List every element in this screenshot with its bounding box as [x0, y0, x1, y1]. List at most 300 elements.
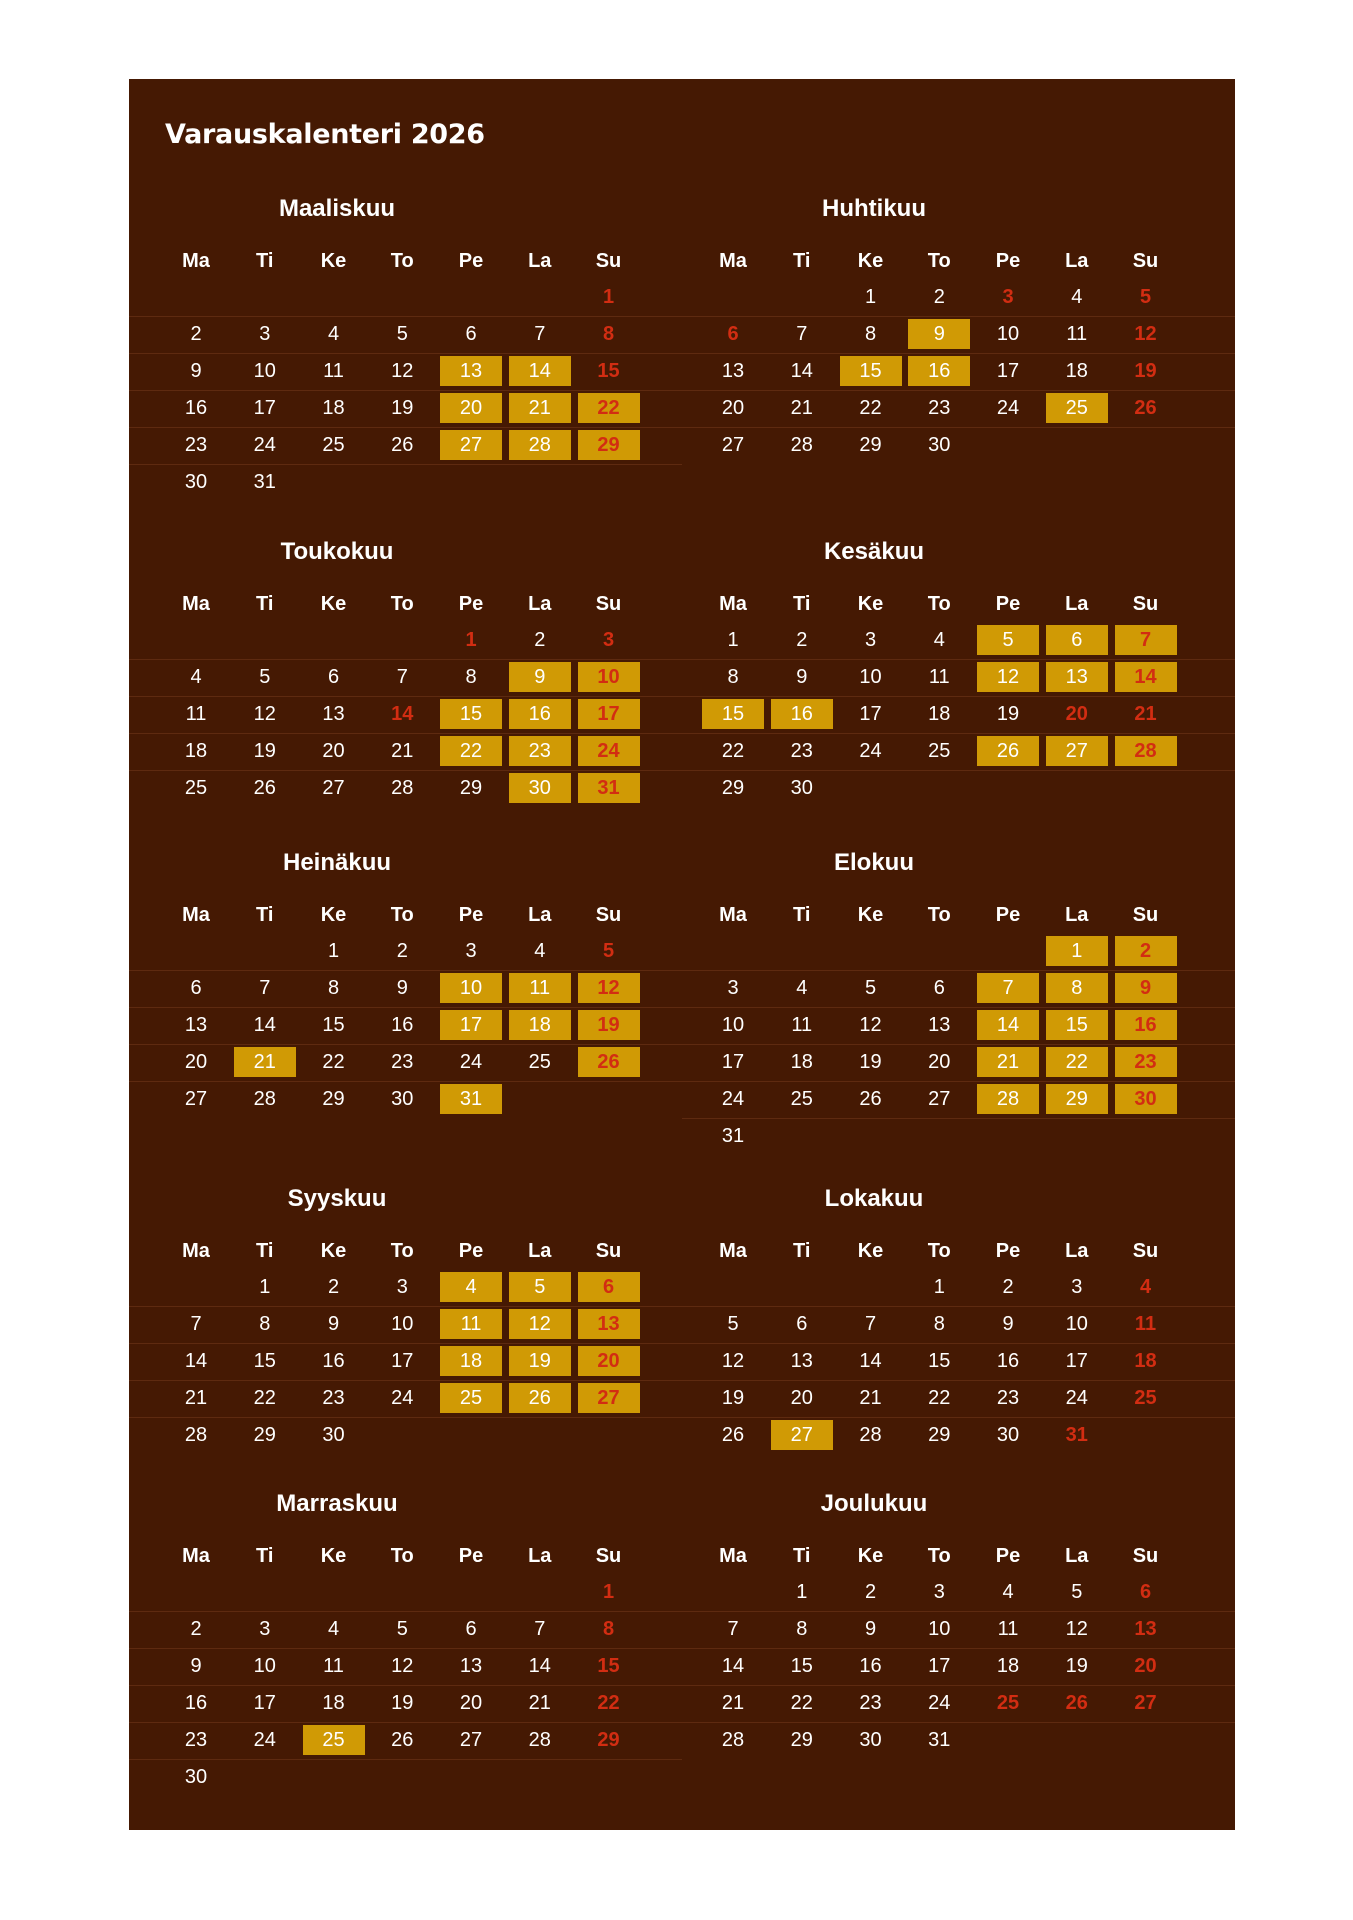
- day-cell[interactable]: 17: [440, 1010, 502, 1040]
- day-cell[interactable]: 4: [796, 977, 808, 999]
- day-cell[interactable]: 28: [721, 1729, 745, 1751]
- day-cell[interactable]: 26: [253, 777, 276, 799]
- day-cell[interactable]: 29: [928, 1424, 951, 1446]
- day-cell[interactable]: 14: [977, 1010, 1039, 1040]
- day-cell[interactable]: 28: [184, 1424, 208, 1446]
- day-cell[interactable]: 6: [465, 1618, 477, 1640]
- day-cell[interactable]: 5: [259, 666, 271, 688]
- day-cell[interactable]: 8: [727, 666, 739, 688]
- day-cell[interactable]: 28: [1115, 736, 1177, 766]
- day-cell[interactable]: 2: [534, 629, 546, 651]
- day-cell[interactable]: 30: [391, 1088, 414, 1110]
- day-cell[interactable]: 16: [1115, 1010, 1177, 1040]
- day-cell[interactable]: 12: [391, 360, 414, 382]
- day-cell[interactable]: 8: [933, 1313, 945, 1335]
- day-cell[interactable]: 24: [578, 736, 640, 766]
- day-cell[interactable]: 14: [859, 1350, 882, 1372]
- day-cell[interactable]: 6: [190, 977, 202, 999]
- day-cell[interactable]: 2: [190, 323, 202, 345]
- day-cell[interactable]: 21: [721, 1692, 745, 1714]
- day-cell[interactable]: 10: [578, 662, 640, 692]
- day-cell[interactable]: 15: [322, 1014, 345, 1036]
- day-cell[interactable]: 30: [996, 1424, 1020, 1446]
- day-cell[interactable]: 13: [928, 1014, 951, 1036]
- day-cell[interactable]: 5: [864, 977, 877, 999]
- day-cell[interactable]: 6: [1046, 625, 1108, 655]
- day-cell[interactable]: 4: [327, 323, 340, 345]
- day-cell[interactable]: 12: [721, 1350, 745, 1372]
- day-cell[interactable]: 22: [597, 1692, 620, 1714]
- day-cell[interactable]: 28: [253, 1088, 276, 1110]
- day-cell[interactable]: 30: [1115, 1084, 1177, 1114]
- day-cell[interactable]: 7: [727, 1618, 739, 1640]
- day-cell[interactable]: 13: [1046, 662, 1108, 692]
- day-cell[interactable]: 30: [859, 1729, 882, 1751]
- day-cell[interactable]: 10: [996, 323, 1020, 345]
- day-cell[interactable]: 31: [440, 1084, 502, 1114]
- day-cell[interactable]: 22: [578, 393, 640, 423]
- day-cell[interactable]: 8: [327, 977, 340, 999]
- day-cell[interactable]: 10: [928, 1618, 951, 1640]
- day-cell[interactable]: 31: [578, 773, 640, 803]
- day-cell[interactable]: 15: [440, 699, 502, 729]
- day-cell[interactable]: 19: [859, 1051, 882, 1073]
- day-cell[interactable]: 7: [259, 977, 271, 999]
- day-cell[interactable]: 22: [440, 736, 502, 766]
- day-cell[interactable]: 2: [1115, 936, 1177, 966]
- day-cell[interactable]: 28: [391, 777, 414, 799]
- day-cell[interactable]: 17: [721, 1051, 745, 1073]
- day-cell[interactable]: 11: [997, 1618, 1019, 1640]
- day-cell[interactable]: 22: [790, 1692, 813, 1714]
- day-cell[interactable]: 21: [391, 740, 414, 762]
- day-cell[interactable]: 24: [459, 1051, 483, 1073]
- day-cell[interactable]: 10: [721, 1014, 745, 1036]
- day-cell[interactable]: 14: [509, 356, 571, 386]
- day-cell[interactable]: 13: [184, 1014, 208, 1036]
- day-cell[interactable]: 26: [859, 1088, 882, 1110]
- day-cell[interactable]: 29: [253, 1424, 276, 1446]
- day-cell[interactable]: 17: [578, 699, 640, 729]
- day-cell[interactable]: 14: [184, 1350, 208, 1372]
- day-cell[interactable]: 14: [528, 1655, 551, 1677]
- day-cell[interactable]: 22: [721, 740, 745, 762]
- day-cell[interactable]: 7: [1115, 625, 1177, 655]
- day-cell[interactable]: 18: [322, 397, 345, 419]
- day-cell[interactable]: 19: [509, 1346, 571, 1376]
- day-cell[interactable]: 13: [721, 360, 745, 382]
- day-cell[interactable]: 17: [928, 1655, 951, 1677]
- day-cell[interactable]: 6: [465, 323, 477, 345]
- day-cell[interactable]: 2: [864, 1581, 877, 1603]
- day-cell[interactable]: 3: [933, 1581, 945, 1603]
- day-cell[interactable]: 25: [528, 1051, 551, 1073]
- day-cell[interactable]: 10: [253, 360, 276, 382]
- day-cell[interactable]: 30: [322, 1424, 345, 1446]
- day-cell[interactable]: 5: [977, 625, 1039, 655]
- day-cell[interactable]: 13: [459, 1655, 483, 1677]
- day-cell[interactable]: 28: [977, 1084, 1039, 1114]
- day-cell[interactable]: 1: [602, 286, 615, 308]
- day-cell[interactable]: 19: [1134, 360, 1157, 382]
- day-cell[interactable]: 13: [1134, 1618, 1157, 1640]
- day-cell[interactable]: 3: [465, 940, 477, 962]
- day-cell[interactable]: 23: [790, 740, 813, 762]
- day-cell[interactable]: 5: [602, 940, 615, 962]
- day-cell[interactable]: 9: [908, 319, 970, 349]
- day-cell[interactable]: 16: [322, 1350, 345, 1372]
- day-cell[interactable]: 12: [578, 973, 640, 1003]
- day-cell[interactable]: 13: [322, 703, 345, 725]
- day-cell[interactable]: 29: [597, 1729, 620, 1751]
- day-cell[interactable]: 15: [790, 1655, 813, 1677]
- day-cell[interactable]: 27: [721, 434, 745, 456]
- day-cell[interactable]: 28: [790, 434, 813, 456]
- day-cell[interactable]: 3: [396, 1276, 408, 1298]
- day-cell[interactable]: 27: [578, 1383, 640, 1413]
- day-cell[interactable]: 21: [977, 1047, 1039, 1077]
- day-cell[interactable]: 27: [440, 430, 502, 460]
- day-cell[interactable]: 16: [509, 699, 571, 729]
- day-cell[interactable]: 4: [534, 940, 546, 962]
- day-cell[interactable]: 29: [790, 1729, 813, 1751]
- day-cell[interactable]: 27: [1134, 1692, 1157, 1714]
- day-cell[interactable]: 2: [327, 1276, 340, 1298]
- day-cell[interactable]: 28: [509, 430, 571, 460]
- day-cell[interactable]: 19: [253, 740, 276, 762]
- day-cell[interactable]: 2: [796, 629, 808, 651]
- day-cell[interactable]: 1: [727, 629, 739, 651]
- day-cell[interactable]: 23: [859, 1692, 882, 1714]
- day-cell[interactable]: 26: [1134, 397, 1157, 419]
- day-cell[interactable]: 10: [440, 973, 502, 1003]
- day-cell[interactable]: 28: [528, 1729, 551, 1751]
- day-cell[interactable]: 9: [190, 1655, 202, 1677]
- day-cell[interactable]: 24: [721, 1088, 745, 1110]
- day-cell[interactable]: 20: [1134, 1655, 1157, 1677]
- day-cell[interactable]: 29: [322, 1088, 345, 1110]
- day-cell[interactable]: 24: [928, 1692, 951, 1714]
- day-cell[interactable]: 20: [578, 1346, 640, 1376]
- day-cell[interactable]: 24: [253, 1729, 276, 1751]
- day-cell[interactable]: 6: [727, 323, 739, 345]
- day-cell[interactable]: 25: [996, 1692, 1020, 1714]
- day-cell[interactable]: 3: [864, 629, 877, 651]
- day-cell[interactable]: 9: [190, 360, 202, 382]
- day-cell[interactable]: 25: [184, 777, 208, 799]
- day-cell[interactable]: 29: [459, 777, 483, 799]
- day-cell[interactable]: 11: [323, 360, 344, 382]
- day-cell[interactable]: 18: [322, 1692, 345, 1714]
- day-cell[interactable]: 30: [184, 471, 208, 493]
- day-cell[interactable]: 16: [391, 1014, 414, 1036]
- day-cell[interactable]: 22: [253, 1387, 276, 1409]
- day-cell[interactable]: 5: [396, 323, 408, 345]
- day-cell[interactable]: 1: [933, 1276, 945, 1298]
- day-cell[interactable]: 18: [996, 1655, 1020, 1677]
- day-cell[interactable]: 24: [1065, 1387, 1088, 1409]
- day-cell[interactable]: 21: [859, 1387, 882, 1409]
- day-cell[interactable]: 31: [721, 1125, 745, 1147]
- day-cell[interactable]: 16: [771, 699, 833, 729]
- day-cell[interactable]: 18: [509, 1010, 571, 1040]
- day-cell[interactable]: 23: [391, 1051, 414, 1073]
- day-cell[interactable]: 20: [721, 397, 745, 419]
- day-cell[interactable]: 26: [721, 1424, 745, 1446]
- day-cell[interactable]: 6: [578, 1272, 640, 1302]
- day-cell[interactable]: 27: [928, 1088, 951, 1110]
- day-cell[interactable]: 19: [391, 397, 414, 419]
- day-cell[interactable]: 11: [323, 1655, 344, 1677]
- day-cell[interactable]: 1: [796, 1581, 808, 1603]
- day-cell[interactable]: 17: [391, 1350, 414, 1372]
- day-cell[interactable]: 1: [327, 940, 340, 962]
- day-cell[interactable]: 14: [790, 360, 813, 382]
- day-cell[interactable]: 16: [184, 1692, 208, 1714]
- day-cell[interactable]: 27: [459, 1729, 483, 1751]
- day-cell[interactable]: 20: [440, 393, 502, 423]
- day-cell[interactable]: 9: [327, 1313, 340, 1335]
- day-cell[interactable]: 7: [190, 1313, 202, 1335]
- day-cell[interactable]: 18: [184, 740, 208, 762]
- day-cell[interactable]: 7: [534, 323, 546, 345]
- day-cell[interactable]: 9: [509, 662, 571, 692]
- day-cell[interactable]: 4: [190, 666, 202, 688]
- day-cell[interactable]: 4: [1071, 286, 1083, 308]
- day-cell[interactable]: 15: [928, 1350, 951, 1372]
- day-cell[interactable]: 12: [859, 1014, 882, 1036]
- day-cell[interactable]: 14: [391, 703, 414, 725]
- day-cell[interactable]: 9: [796, 666, 808, 688]
- day-cell[interactable]: 22: [928, 1387, 951, 1409]
- day-cell[interactable]: 6: [933, 977, 945, 999]
- day-cell[interactable]: 17: [1065, 1350, 1088, 1372]
- day-cell[interactable]: 30: [790, 777, 813, 799]
- day-cell[interactable]: 8: [259, 1313, 271, 1335]
- day-cell[interactable]: 3: [1002, 286, 1014, 308]
- day-cell[interactable]: 2: [933, 286, 945, 308]
- day-cell[interactable]: 11: [791, 1014, 813, 1036]
- day-cell[interactable]: 12: [1065, 1618, 1088, 1640]
- day-cell[interactable]: 11: [185, 703, 207, 725]
- day-cell[interactable]: 10: [1065, 1313, 1088, 1335]
- day-cell[interactable]: 29: [578, 430, 640, 460]
- day-cell[interactable]: 17: [253, 1692, 276, 1714]
- day-cell[interactable]: 30: [509, 773, 571, 803]
- day-cell[interactable]: 14: [721, 1655, 745, 1677]
- day-cell[interactable]: 6: [327, 666, 340, 688]
- day-cell[interactable]: 7: [864, 1313, 877, 1335]
- day-cell[interactable]: 7: [796, 323, 808, 345]
- day-cell[interactable]: 25: [790, 1088, 813, 1110]
- day-cell[interactable]: 12: [391, 1655, 414, 1677]
- day-cell[interactable]: 20: [322, 740, 345, 762]
- day-cell[interactable]: 2: [1002, 1276, 1014, 1298]
- day-cell[interactable]: 24: [253, 434, 276, 456]
- day-cell[interactable]: 1: [864, 286, 877, 308]
- day-cell[interactable]: 26: [1065, 1692, 1088, 1714]
- day-cell[interactable]: 26: [391, 1729, 414, 1751]
- day-cell[interactable]: 20: [184, 1051, 208, 1073]
- day-cell[interactable]: 25: [440, 1383, 502, 1413]
- day-cell[interactable]: 17: [996, 360, 1020, 382]
- day-cell[interactable]: 8: [1046, 973, 1108, 1003]
- day-cell[interactable]: 10: [391, 1313, 414, 1335]
- day-cell[interactable]: 16: [908, 356, 970, 386]
- day-cell[interactable]: 25: [303, 1725, 365, 1755]
- day-cell[interactable]: 8: [602, 323, 615, 345]
- day-cell[interactable]: 11: [928, 666, 950, 688]
- day-cell[interactable]: 15: [597, 360, 620, 382]
- day-cell[interactable]: 22: [322, 1051, 345, 1073]
- day-cell[interactable]: 14: [253, 1014, 276, 1036]
- day-cell[interactable]: 31: [928, 1729, 951, 1751]
- day-cell[interactable]: 28: [859, 1424, 882, 1446]
- day-cell[interactable]: 16: [859, 1655, 882, 1677]
- day-cell[interactable]: 23: [996, 1387, 1020, 1409]
- day-cell[interactable]: 19: [578, 1010, 640, 1040]
- day-cell[interactable]: 8: [864, 323, 877, 345]
- day-cell[interactable]: 8: [602, 1618, 615, 1640]
- day-cell[interactable]: 16: [996, 1350, 1020, 1372]
- day-cell[interactable]: 31: [253, 471, 276, 493]
- day-cell[interactable]: 6: [796, 1313, 808, 1335]
- day-cell[interactable]: 19: [721, 1387, 745, 1409]
- day-cell[interactable]: 4: [933, 629, 945, 651]
- day-cell[interactable]: 1: [259, 1276, 271, 1298]
- day-cell[interactable]: 26: [391, 434, 414, 456]
- day-cell[interactable]: 25: [1046, 393, 1108, 423]
- day-cell[interactable]: 30: [928, 434, 951, 456]
- day-cell[interactable]: 25: [322, 434, 345, 456]
- day-cell[interactable]: 9: [1002, 1313, 1014, 1335]
- day-cell[interactable]: 23: [1115, 1047, 1177, 1077]
- day-cell[interactable]: 1: [602, 1581, 615, 1603]
- day-cell[interactable]: 20: [790, 1387, 813, 1409]
- day-cell[interactable]: 22: [1046, 1047, 1108, 1077]
- day-cell[interactable]: 29: [721, 777, 745, 799]
- day-cell[interactable]: 7: [977, 973, 1039, 1003]
- day-cell[interactable]: 20: [1065, 703, 1088, 725]
- day-cell[interactable]: 27: [322, 777, 345, 799]
- day-cell[interactable]: 18: [790, 1051, 813, 1073]
- day-cell[interactable]: 3: [1071, 1276, 1083, 1298]
- day-cell[interactable]: 18: [1134, 1350, 1157, 1372]
- day-cell[interactable]: 1: [465, 629, 477, 651]
- day-cell[interactable]: 13: [790, 1350, 813, 1372]
- day-cell[interactable]: 18: [928, 703, 951, 725]
- day-cell[interactable]: 30: [184, 1766, 208, 1788]
- day-cell[interactable]: 12: [1134, 323, 1157, 345]
- day-cell[interactable]: 15: [253, 1350, 276, 1372]
- day-cell[interactable]: 24: [859, 740, 882, 762]
- day-cell[interactable]: 4: [1139, 1276, 1152, 1298]
- day-cell[interactable]: 21: [509, 393, 571, 423]
- day-cell[interactable]: 29: [1046, 1084, 1108, 1114]
- day-cell[interactable]: 19: [391, 1692, 414, 1714]
- day-cell[interactable]: 17: [859, 703, 882, 725]
- day-cell[interactable]: 9: [864, 1618, 877, 1640]
- day-cell[interactable]: 20: [928, 1051, 951, 1073]
- day-cell[interactable]: 5: [727, 1313, 739, 1335]
- day-cell[interactable]: 4: [440, 1272, 502, 1302]
- day-cell[interactable]: 5: [1139, 286, 1152, 308]
- day-cell[interactable]: 14: [1115, 662, 1177, 692]
- day-cell[interactable]: 2: [190, 1618, 202, 1640]
- day-cell[interactable]: 13: [578, 1309, 640, 1339]
- day-cell[interactable]: 13: [440, 356, 502, 386]
- day-cell[interactable]: 26: [977, 736, 1039, 766]
- day-cell[interactable]: 7: [396, 666, 408, 688]
- day-cell[interactable]: 27: [1046, 736, 1108, 766]
- day-cell[interactable]: 12: [977, 662, 1039, 692]
- day-cell[interactable]: 11: [509, 973, 571, 1003]
- day-cell[interactable]: 6: [1139, 1581, 1152, 1603]
- day-cell[interactable]: 3: [727, 977, 739, 999]
- day-cell[interactable]: 27: [771, 1420, 833, 1450]
- day-cell[interactable]: 25: [928, 740, 951, 762]
- day-cell[interactable]: 23: [509, 736, 571, 766]
- day-cell[interactable]: 23: [184, 1729, 208, 1751]
- day-cell[interactable]: 4: [327, 1618, 340, 1640]
- day-cell[interactable]: 15: [702, 699, 764, 729]
- day-cell[interactable]: 12: [509, 1309, 571, 1339]
- day-cell[interactable]: 10: [253, 1655, 276, 1677]
- day-cell[interactable]: 17: [253, 397, 276, 419]
- day-cell[interactable]: 11: [440, 1309, 502, 1339]
- day-cell[interactable]: 29: [859, 434, 882, 456]
- day-cell[interactable]: 22: [859, 397, 882, 419]
- day-cell[interactable]: 15: [1046, 1010, 1108, 1040]
- day-cell[interactable]: 18: [440, 1346, 502, 1376]
- day-cell[interactable]: 1: [1046, 936, 1108, 966]
- day-cell[interactable]: 23: [322, 1387, 345, 1409]
- day-cell[interactable]: 3: [259, 323, 271, 345]
- day-cell[interactable]: 21: [234, 1047, 296, 1077]
- day-cell[interactable]: 21: [528, 1692, 551, 1714]
- day-cell[interactable]: 8: [465, 666, 477, 688]
- day-cell[interactable]: 12: [253, 703, 276, 725]
- day-cell[interactable]: 9: [1115, 973, 1177, 1003]
- day-cell[interactable]: 5: [509, 1272, 571, 1302]
- day-cell[interactable]: 11: [1134, 1313, 1157, 1335]
- day-cell[interactable]: 16: [184, 397, 208, 419]
- day-cell[interactable]: 26: [509, 1383, 571, 1413]
- day-cell[interactable]: 26: [578, 1047, 640, 1077]
- day-cell[interactable]: 25: [1134, 1387, 1157, 1409]
- day-cell[interactable]: 31: [1065, 1424, 1088, 1446]
- day-cell[interactable]: 11: [1066, 323, 1088, 345]
- day-cell[interactable]: 15: [597, 1655, 620, 1677]
- day-cell[interactable]: 21: [790, 397, 813, 419]
- day-cell[interactable]: 18: [1065, 360, 1088, 382]
- day-cell[interactable]: 23: [928, 397, 951, 419]
- day-cell[interactable]: 3: [259, 1618, 271, 1640]
- day-cell[interactable]: 5: [396, 1618, 408, 1640]
- day-cell[interactable]: 8: [796, 1618, 808, 1640]
- day-cell[interactable]: 21: [1134, 703, 1157, 725]
- day-cell[interactable]: 27: [184, 1088, 208, 1110]
- day-cell[interactable]: 20: [459, 1692, 483, 1714]
- day-cell[interactable]: 23: [184, 434, 208, 456]
- day-cell[interactable]: 3: [602, 629, 615, 651]
- day-cell[interactable]: 21: [184, 1387, 208, 1409]
- day-cell[interactable]: 15: [840, 356, 902, 386]
- day-cell[interactable]: 5: [1071, 1581, 1083, 1603]
- day-cell[interactable]: 4: [1002, 1581, 1014, 1603]
- day-cell[interactable]: 9: [396, 977, 408, 999]
- day-cell[interactable]: 19: [996, 703, 1020, 725]
